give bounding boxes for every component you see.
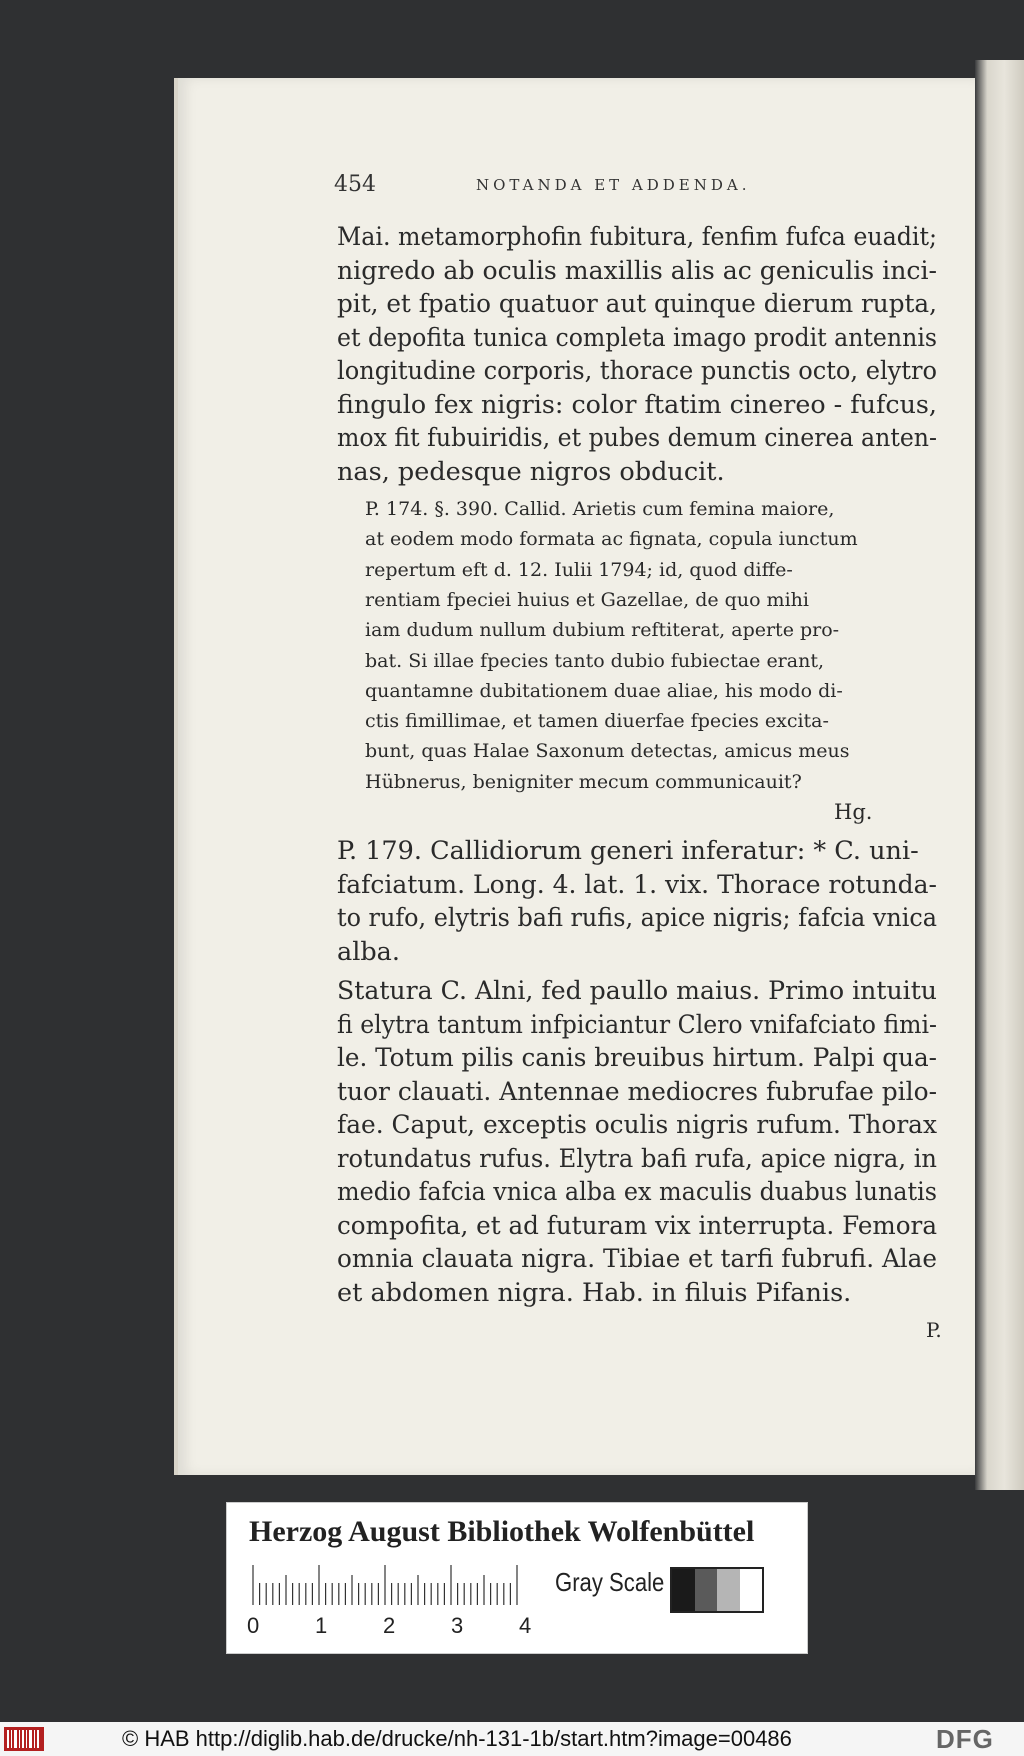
text-line: alba. xyxy=(337,936,400,967)
note-line: at eodem modo formata ac fignata, copula iunctum xyxy=(365,528,858,551)
text-line: et abdomen nigra. Hab. in filuis Pifanis. xyxy=(337,1277,852,1308)
ruler-number: 1 xyxy=(315,1613,328,1638)
library-name: Herzog August Bibliothek Wolfenbüttel xyxy=(249,1515,755,1548)
text-line: rotundatus rufus. Elytra bafi rufa, apice nigra, in xyxy=(337,1143,937,1174)
note-line: repertum eft d. 12. Iulii 1794; id, quod diffe- xyxy=(365,558,793,581)
text-line: tuor clauati. Antennae mediocres fubrufae pilo- xyxy=(337,1076,937,1107)
text-line: et depofita tunica completa imago prodit antennis xyxy=(337,322,937,353)
gray-swatch xyxy=(740,1569,763,1611)
barcode-icon xyxy=(4,1727,44,1751)
gray-swatch xyxy=(717,1569,740,1611)
ruler-scale xyxy=(249,1563,529,1607)
page-header xyxy=(334,172,954,202)
text-line: medio fafcia vnica alba ex maculis duabus lunatis xyxy=(337,1177,937,1207)
note-line: ctis fimillimae, et tamen diuerfae fpecies excita- xyxy=(365,710,829,733)
gray-swatch xyxy=(695,1569,718,1611)
text-line: pit, et fpatio quatuor aut quinque dierum rupta, xyxy=(337,289,937,319)
text-line: Statura C. Alni, fed paullo maius. Primo intuitu xyxy=(337,976,937,1006)
note-line: iam dudum nullum dubium reftiterat, aperte pro- xyxy=(365,619,840,642)
text-line: compofita, et ad futuram vix interrupta. Femora xyxy=(337,1210,937,1241)
page-number: 454 xyxy=(334,172,376,197)
text-line: longitudine corporis, thorace punctis octo, elytro xyxy=(337,356,937,386)
note-line: rentiam fpeciei huius et Gazellae, de quo mihi xyxy=(365,588,809,611)
library-color-chart xyxy=(226,1502,808,1654)
note-signature: Hg. xyxy=(834,800,873,824)
text-line: fae. Caput, exceptis oculis nigris rufum. Thorax xyxy=(337,1110,937,1140)
adjacent-page-edge xyxy=(975,60,1024,1490)
text-line: P. 179. Callidiorum generi inferatur: * C. uni- xyxy=(337,836,919,866)
copyright-url: © HAB http://diglib.hab.de/drucke/nh-131-1b/start.htm?image=00486 xyxy=(122,1726,792,1751)
text-line: mox fit fubuiridis, et pubes demum cinerea anten- xyxy=(337,423,937,453)
note-line: Hübnerus, benigniter mecum communicauit? xyxy=(365,770,802,793)
text-line: nas, pedesque nigros obducit. xyxy=(337,456,725,487)
running-head: NOTANDA ET ADDENDA. xyxy=(476,176,751,194)
note-line: quantamne dubitationem duae aliae, his modo di- xyxy=(365,679,843,702)
text-line: omnia clauata nigra. Tibiae et tarfi fubrufi. Alae xyxy=(337,1244,937,1274)
ruler-number: 3 xyxy=(451,1613,464,1638)
text-line: fingulo fex nigris: color ftatim cinereo - fufcus, xyxy=(337,389,937,420)
text-line: Mai. metamorphofin fubitura, fenfim fufca euadit; xyxy=(337,222,937,252)
ruler-number: 2 xyxy=(383,1613,396,1638)
note-line: bat. Si illae fpecies tanto dubio fubiectae erant, xyxy=(365,649,825,672)
ruler-number: 0 xyxy=(247,1613,260,1638)
gray-scale-swatches xyxy=(670,1567,764,1613)
text-line: fafciatum. Long. 4. lat. 1. vix. Thorace rotunda- xyxy=(337,869,937,900)
ruler-number: 4 xyxy=(519,1613,532,1638)
text-line: nigredo ab oculis maxillis alis ac geniculis inci- xyxy=(337,255,937,286)
gray-swatch xyxy=(672,1569,695,1611)
text-line: fi elytra tantum infpiciantur Clero vnifafciato fimi- xyxy=(337,1009,937,1040)
text-line: le. Totum pilis canis breuibus hirtum. Palpi qua- xyxy=(337,1043,937,1073)
note-line: P. 174. §. 390. Callid. Arietis cum femina maiore, xyxy=(365,498,835,520)
catchword: P. xyxy=(926,1318,942,1342)
note-line: bunt, quas Halae Saxonum detectas, amicus meus xyxy=(365,740,850,763)
text-line: to rufo, elytris bafi rufis, apice nigris; fafcia vnica xyxy=(337,903,937,933)
footer-bar xyxy=(0,1722,1024,1756)
gray-scale-label: Gray Scale xyxy=(555,1567,665,1597)
dfg-logo: DFG xyxy=(936,1724,994,1754)
